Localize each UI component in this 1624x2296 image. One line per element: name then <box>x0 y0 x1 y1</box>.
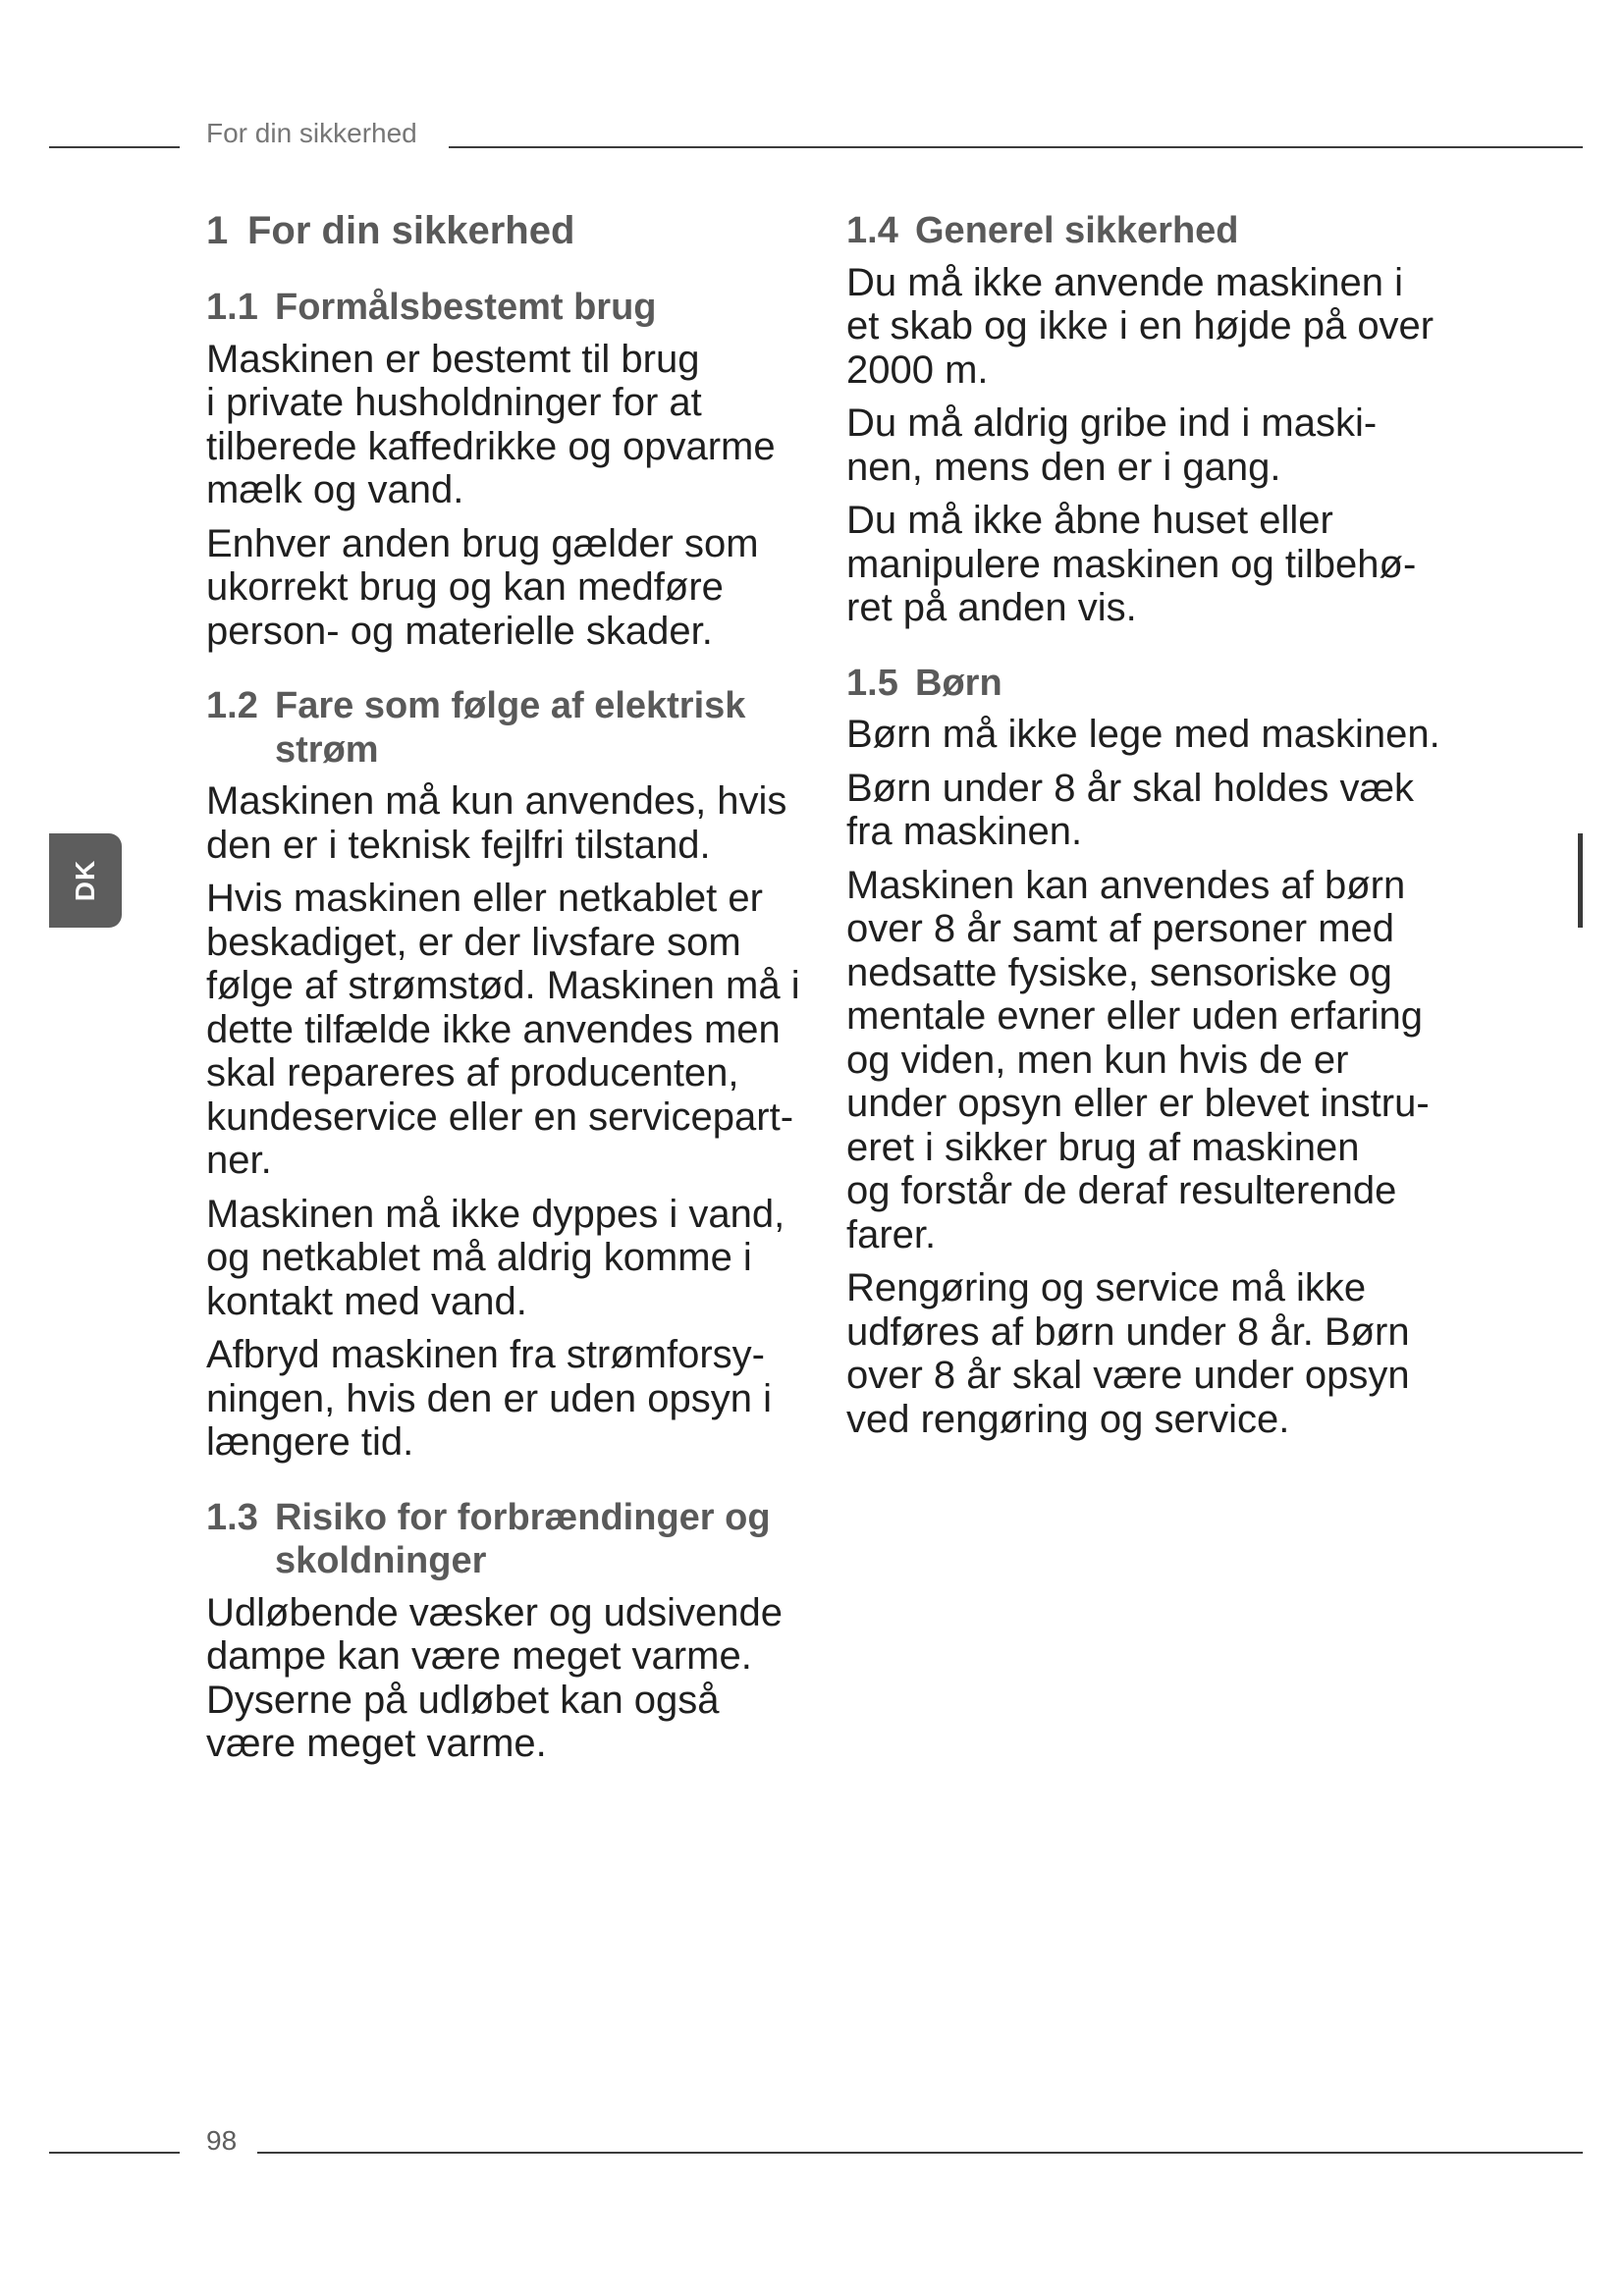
section-number: 1.4 <box>846 210 898 251</box>
section-title: Risiko for forbrændinger og skoldninger <box>275 1496 771 1581</box>
footer-rule-left <box>49 2152 180 2154</box>
paragraph: Enhver anden brug gælder som ukorrekt brug og kan medføre person- og materielle skader. <box>206 521 759 653</box>
section-heading <box>206 286 825 330</box>
section-1-4 <box>846 209 1494 630</box>
paragraph: Du må aldrig gribe ind i maski- nen, mens den er i gang. <box>846 401 1378 489</box>
paragraph: Du må ikke åbne huset eller manipulere maskinen og tilbehø- ret på anden vis. <box>846 499 1417 629</box>
chapter-heading <box>206 209 825 253</box>
paragraph: Du må ikke anvende maskinen i et skab og ikke i en højde på over 2000 m. <box>846 260 1435 392</box>
header-rule-left <box>49 146 180 148</box>
section-title: Børn <box>915 662 1002 704</box>
chapter-title: For din sikkerhed <box>247 209 575 252</box>
language-tab <box>49 833 122 928</box>
chapter-number: 1 <box>206 209 229 252</box>
section-number: 1.2 <box>206 685 258 726</box>
paragraph: Børn må ikke lege med maskinen. <box>846 713 1440 756</box>
section-1-1 <box>206 286 825 653</box>
section-1-5 <box>846 662 1494 1442</box>
right-column <box>846 209 1494 1441</box>
paragraph: Maskinen kan anvendes af børn over 8 år samt af personer med nedsatte fysiske, sensoriske og mentale evner eller uden erfaring og viden, men kun hvis de er under opsyn eller er blevet instru- eret i sikker brug af maskinen og forstår de deraf resulterende farer. <box>846 863 1430 1256</box>
language-tab-label: DK <box>70 859 100 902</box>
footer-rule-right <box>257 2152 1583 2154</box>
paragraph: Maskinen må ikke dyppes i vand, og netkablet må aldrig komme i kontakt med vand. <box>206 1192 785 1323</box>
paragraph: Børn under 8 år skal holdes væk fra maskinen. <box>846 766 1415 853</box>
paragraph: Afbryd maskinen fra strømforsy- ningen, hvis den er uden opsyn i længere tid. <box>206 1333 772 1464</box>
paragraph: Maskinen er bestemt til brug i private husholdninger for at tilberede kaffedrikke og opvarme mælk og vand. <box>206 337 776 511</box>
section-title: Formålsbestemt brug <box>275 287 657 328</box>
section-number: 1.1 <box>206 287 258 328</box>
running-header-title: For din sikkerhed <box>206 118 417 148</box>
paragraph: Maskinen må kun anvendes, hvis den er i teknisk fejlfri tilstand. <box>206 779 787 867</box>
section-heading <box>846 662 1494 706</box>
paragraph: Udløbende væsker og udsivende dampe kan være meget varme. Dyserne på udløbet kan også være meget varme. <box>206 1590 784 1765</box>
section-number: 1.5 <box>846 662 898 704</box>
margin-marker-bar <box>1578 833 1583 928</box>
section-heading <box>206 684 825 772</box>
section-title: Generel sikkerhed <box>915 210 1239 251</box>
section-1-3 <box>206 1496 825 1766</box>
paragraph: Hvis maskinen eller netkablet er beskadiget, er der livsfare som følge af strømstød. Maskinen må i dette tilfælde ikke anvendes men skal repareres af producenten, kundeservice eller en servicepart- ner. <box>206 877 800 1182</box>
section-1-2 <box>206 684 825 1465</box>
section-heading <box>206 1496 825 1583</box>
page-number: 98 <box>206 2125 238 2156</box>
paragraph: Rengøring og service må ikke udføres af børn under 8 år. Børn over 8 år skal være under opsyn ved rengøring og service. <box>846 1266 1410 1441</box>
left-column <box>206 209 825 1766</box>
section-number: 1.3 <box>206 1496 258 1538</box>
header-rule-right <box>449 146 1583 148</box>
section-title: Fare som følge af elektrisk strøm <box>275 685 746 771</box>
section-heading <box>846 209 1494 253</box>
